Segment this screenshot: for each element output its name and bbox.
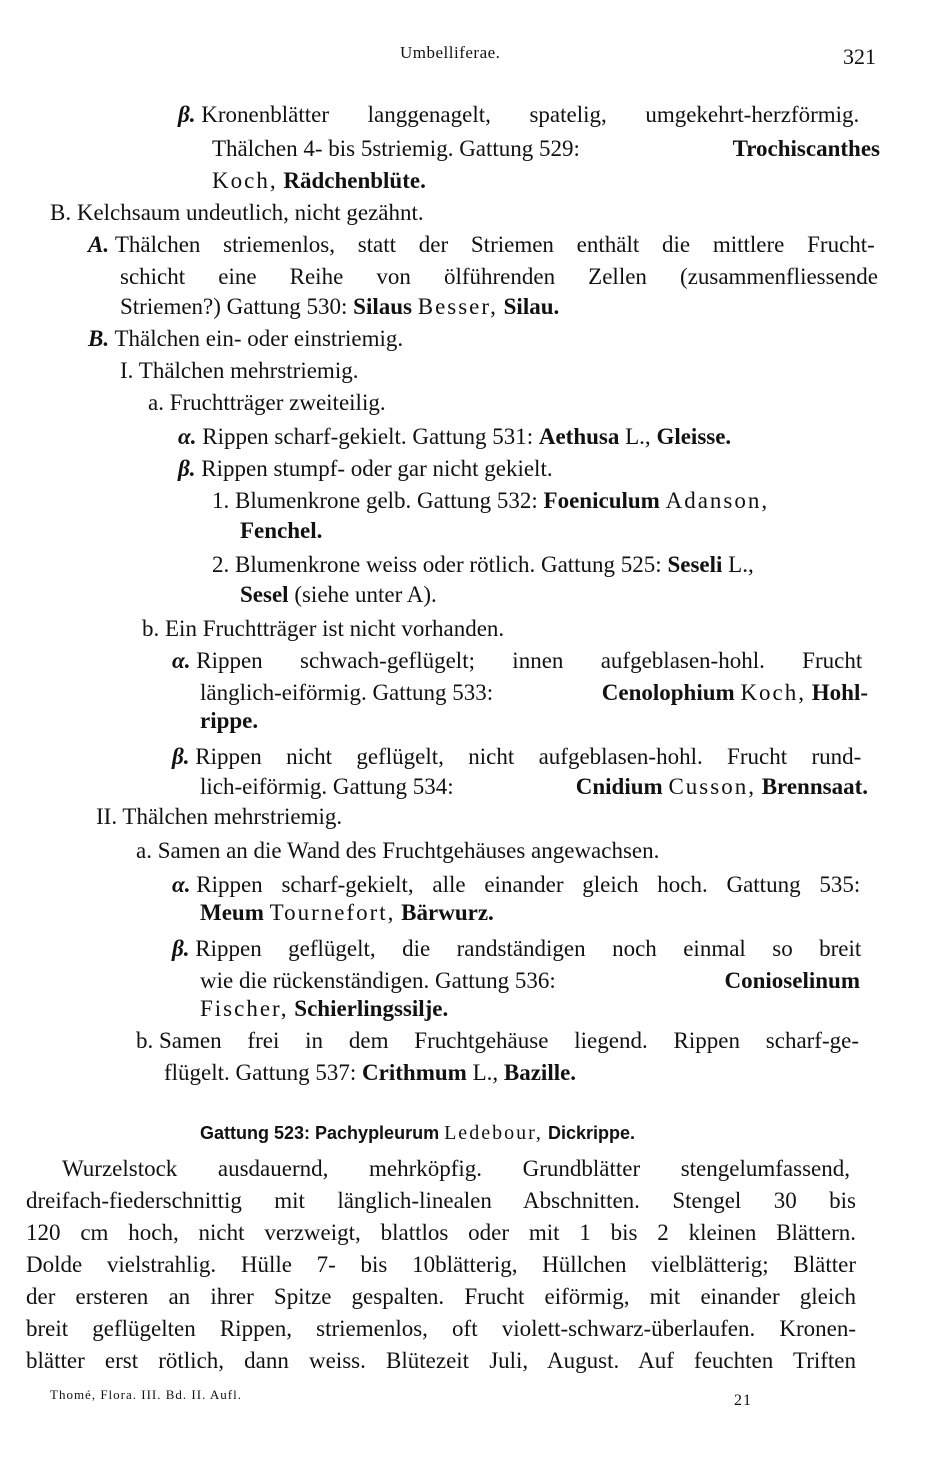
genus-conioselinum: Conioselinum xyxy=(724,968,860,993)
key-line-13: 1. Blumenkrone gelb. Gattung 532: Foeniculum Adanson, xyxy=(212,488,770,513)
body-line-3: 120 cm hoch, nicht verzweigt, blattlos oder mit 1 bis 2 kleinen Blättern. xyxy=(26,1220,856,1245)
body-line-4: Dolde vielstrahlig. Hülle 7- bis 10blätterig, Hüllchen vielblätterig; Blätter xyxy=(26,1252,856,1277)
key-line-10: a. Fruchtträger zweiteilig. xyxy=(148,390,386,415)
genus-silaus: Silaus xyxy=(353,294,412,319)
key-line-16: Sesel (siehe unter A). xyxy=(240,582,437,607)
genus-cnidium: Cnidium xyxy=(575,774,663,799)
key-line-9: I. Thälchen mehrstriemig. xyxy=(120,358,359,383)
key-line-4: B. Kelchsaum undeutlich, nicht gezähnt. xyxy=(50,200,424,225)
key-line-3: Koch, Rädchenblüte. xyxy=(212,168,426,193)
key-line-29: Fischer, Schierlingssilje. xyxy=(200,996,449,1021)
body-line-1: Wurzelstock ausdauernd, mehrköpfig. Grundblätter stengelumfassend, xyxy=(62,1156,850,1181)
genus-foeniculum: Foeniculum xyxy=(543,488,660,513)
body-line-2: dreifach-fiederschnittig mit länglich-linealen Abschnitten. Stengel 30 bis xyxy=(26,1188,856,1213)
genus-trochiscanthes: Trochiscanthes xyxy=(732,136,880,161)
footer-sheet-number: 21 xyxy=(734,1392,752,1409)
genus-cenolophium: Cenolophium xyxy=(601,680,735,705)
key-line-17: b. Ein Fruchtträger ist nicht vorhanden. xyxy=(142,616,505,641)
key-line-2: Thälchen 4- bis 5striemig. Gattung 529: Trochiscanthes xyxy=(212,134,880,164)
key-line-15: 2. Blumenkrone weiss oder rötlich. Gattung 525: Seseli L., xyxy=(212,552,754,577)
key-line-26: Meum Tournefort, Bärwurz. xyxy=(200,900,494,925)
key-line-5: A. Thälchen striemenlos, statt der Striemen enthält die mittlere Frucht- xyxy=(88,232,875,257)
key-line-18: α. Rippen schwach-geflügelt; innen aufgeblasen-hohl. Frucht xyxy=(172,648,863,673)
key-line-6: schicht eine Reihe von ölführenden Zellen (zusammenfliessende xyxy=(120,264,878,289)
section-heading: Gattung 523: Pachypleurum Ledebour, Dickrippe. xyxy=(200,1122,635,1144)
body-line-6: breit geflügelten Rippen, striemenlos, oft violett-schwarz-überlaufen. Kronen- xyxy=(26,1316,856,1341)
key-line-19: länglich-eiförmig. Gattung 533: Cenolophium Koch, Hohl- xyxy=(200,680,868,705)
key-line-22: lich-eiförmig. Gattung 534: Cnidium Cusson, Brennsaat. xyxy=(200,774,868,799)
key-line-30: b. Samen frei in dem Fruchtgehäuse liegend. Rippen scharf-ge- xyxy=(136,1028,859,1053)
running-head: Umbelliferae. xyxy=(400,43,501,62)
genus-pachypleurum: Pachypleurum xyxy=(315,1123,440,1143)
body-line-7: blätter erst rötlich, dann weiss. Blütezeit Juli, August. Auf feuchten Triften xyxy=(26,1348,856,1373)
key-line-21: β. Rippen nicht geflügelt, nicht aufgeblasen-hohl. Frucht rund- xyxy=(172,744,862,769)
key-line-20: rippe. xyxy=(200,708,259,733)
genus-seseli: Seseli xyxy=(667,552,723,577)
key-line-8: B. Thälchen ein- oder einstriemig. xyxy=(88,326,404,351)
body-line-5: der ersteren an ihrer Spitze gespalten. Frucht eiförmig, mit einander gleich xyxy=(26,1284,856,1309)
key-line-25: α. Rippen scharf-gekielt, alle einander gleich hoch. Gattung 535: xyxy=(172,872,861,897)
footer-signature: Thomé, Flora. III. Bd. II. Aufl. xyxy=(50,1387,242,1402)
key-line-1: β. Kronenblätter langgenagelt, spatelig, umgekehrt-herzförmig. xyxy=(178,102,860,127)
genus-aethusa: Aethusa xyxy=(538,424,620,449)
genus-meum: Meum xyxy=(200,900,264,925)
key-line-23: II. Thälchen mehrstriemig. xyxy=(96,804,343,829)
key-line-31: flügelt. Gattung 537: Crithmum L., Bazille. xyxy=(164,1060,577,1085)
key-line-14: Fenchel. xyxy=(240,518,323,543)
key-line-7: Striemen?) Gattung 530: Silaus Besser, Silau. xyxy=(120,294,560,319)
page-number: 321 xyxy=(843,44,876,69)
genus-crithmum: Crithmum xyxy=(362,1060,467,1085)
key-line-28: wie die rückenständigen. Gattung 536: Conioselinum xyxy=(200,966,860,996)
key-line-12: β. Rippen stumpf- oder gar nicht gekielt. xyxy=(178,456,553,481)
key-line-11: α. Rippen scharf-gekielt. Gattung 531: Aethusa L., Gleisse. xyxy=(178,424,732,449)
key-line-24: a. Samen an die Wand des Fruchtgehäuses angewachsen. xyxy=(136,838,660,863)
key-line-27: β. Rippen geflügelt, die randständigen noch einmal so breit xyxy=(172,936,862,961)
